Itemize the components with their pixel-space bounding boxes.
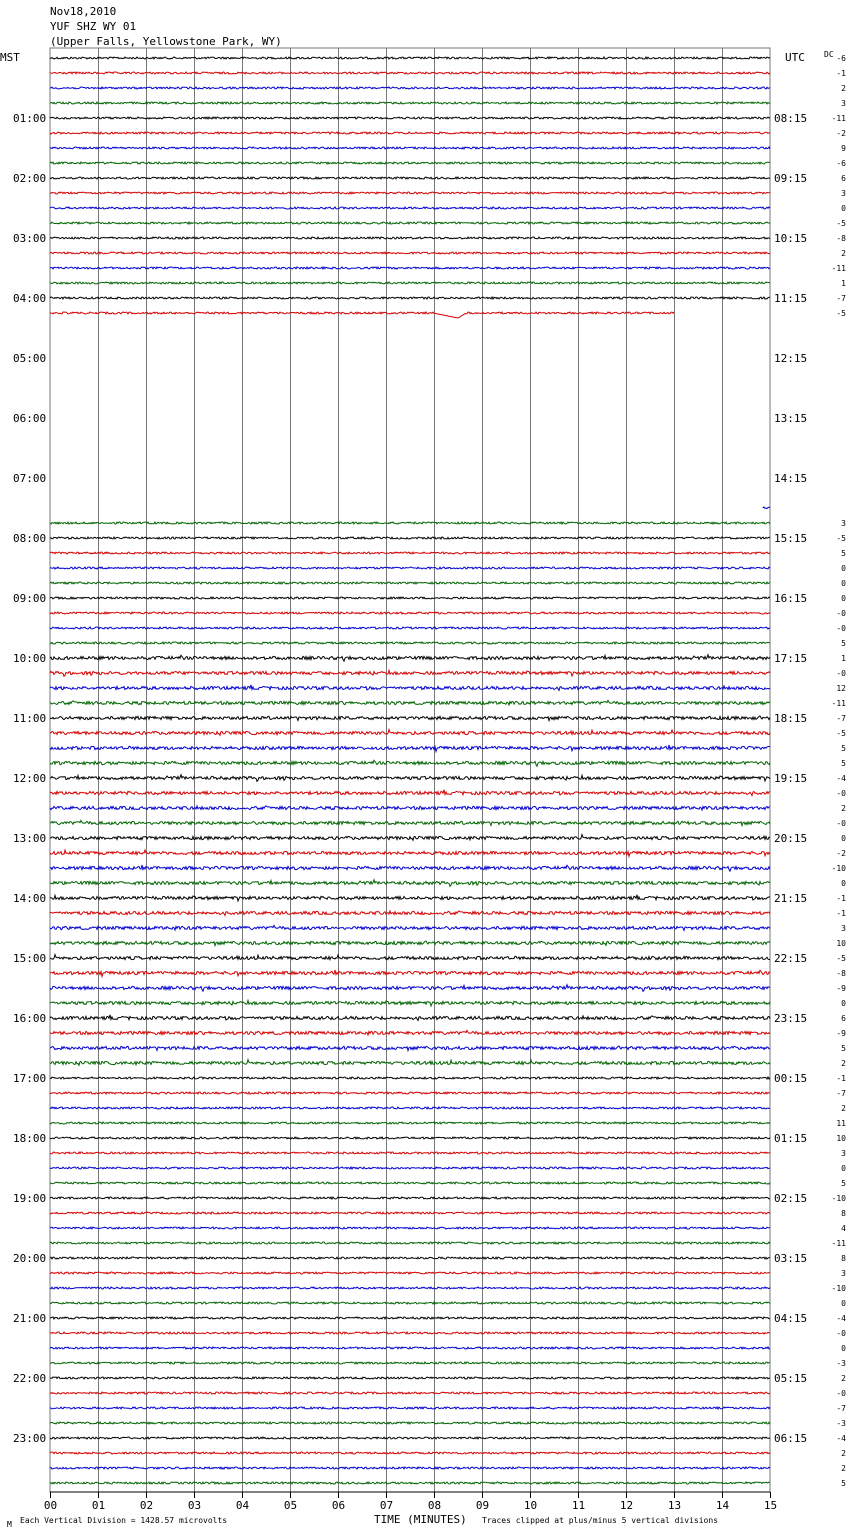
seismic-trace [50, 925, 770, 930]
seismic-trace [50, 685, 770, 691]
seismic-trace [50, 1242, 770, 1244]
seismic-trace [50, 117, 770, 119]
time-grid [50, 48, 770, 1492]
seismic-trace [50, 1257, 770, 1259]
seismic-trace [50, 895, 770, 901]
seismic-trace [50, 985, 770, 992]
seismic-trace [50, 670, 770, 676]
seismic-trace [50, 567, 770, 569]
dc-offset-value: -10 [831, 864, 846, 873]
seismic-trace [50, 1015, 770, 1021]
dc-offset-values [832, 54, 847, 1488]
mst-hour-label: 23:00 [13, 1432, 47, 1445]
seismic-trace [50, 627, 770, 629]
utc-hour-label: 21:15 [774, 892, 808, 905]
dc-offset-value: -8 [836, 969, 846, 978]
dc-offset-value: 5 [841, 759, 846, 768]
mst-hour-label: 02:00 [13, 172, 47, 185]
utc-hour-label: 12:15 [774, 352, 808, 365]
dc-offset-value: -0 [836, 1329, 846, 1338]
x-tick-label: 14 [715, 1499, 730, 1512]
dc-offset-value: -9 [836, 984, 846, 993]
seismic-trace [50, 760, 770, 766]
dc-offset-value: 5 [841, 744, 846, 753]
dc-offset-value: 10 [836, 939, 846, 948]
corner-mark: M [7, 1520, 12, 1529]
seismic-trace [50, 1107, 770, 1109]
seismic-trace [50, 655, 770, 662]
mst-hour-label: 21:00 [13, 1312, 47, 1325]
seismic-trace [50, 790, 770, 796]
mst-hour-label: 03:00 [13, 232, 47, 245]
x-tick-label: 08 [427, 1499, 442, 1512]
seismic-trace [50, 835, 770, 841]
seismic-trace [50, 1362, 770, 1364]
dc-offset-value: -1 [836, 909, 846, 918]
seismic-trace [50, 132, 770, 134]
seismic-trace [50, 552, 770, 554]
seismic-trace [50, 1092, 770, 1094]
utc-hour-label: 20:15 [774, 832, 808, 845]
dc-offset-value: 0 [841, 1344, 846, 1353]
seismic-trace [50, 162, 770, 164]
seismic-trace [50, 1060, 770, 1066]
x-tick-label: 06 [331, 1499, 346, 1512]
seismic-trace [50, 1302, 770, 1304]
x-tick-label: 00 [43, 1499, 58, 1512]
seismic-trace [50, 1482, 770, 1484]
seismic-trace [50, 1437, 770, 1439]
seismic-trace [50, 1332, 770, 1334]
dc-offset-value: 3 [841, 189, 846, 198]
utc-hour-label: 01:15 [774, 1132, 808, 1145]
seismic-trace [50, 192, 770, 194]
x-axis [44, 1492, 777, 1512]
mst-hour-label: 17:00 [13, 1072, 47, 1085]
seismic-trace [50, 1467, 770, 1469]
seismic-trace [50, 1137, 770, 1139]
dc-offset-value: 0 [841, 564, 846, 573]
location-label: (Upper Falls, Yellowstone Park, WY) [50, 35, 282, 48]
dc-offset-value: 6 [841, 1014, 846, 1023]
dc-offset-value: 1 [841, 654, 846, 663]
dc-offset-value: 2 [841, 1059, 846, 1068]
dc-offset-value: -1 [836, 1074, 846, 1083]
seismic-trace [50, 1000, 770, 1006]
x-tick-label: 04 [235, 1499, 250, 1512]
seismic-trace [50, 1347, 770, 1349]
seismic-trace [50, 700, 770, 705]
mst-hour-label: 06:00 [13, 412, 47, 425]
dc-offset-value: -0 [836, 1389, 846, 1398]
seismic-trace [50, 775, 770, 782]
utc-hour-label: 18:15 [774, 712, 808, 725]
seismic-trace [50, 865, 770, 871]
utc-hour-label: 14:15 [774, 472, 808, 485]
mst-hour-label: 10:00 [13, 652, 47, 665]
x-tick-label: 01 [91, 1499, 106, 1512]
utc-hour-label: 15:15 [774, 532, 808, 545]
date-label: Nov18,2010 [50, 5, 117, 18]
dc-offset-value: -6 [836, 54, 846, 63]
dc-offset-value: 3 [841, 1149, 846, 1158]
mst-hour-label: 12:00 [13, 772, 47, 785]
dc-offset-value: -6 [836, 159, 846, 168]
utc-hour-label: 17:15 [774, 652, 808, 665]
mst-hour-label: 08:00 [13, 532, 47, 545]
seismic-trace [50, 207, 770, 209]
dc-offset-value: -2 [836, 129, 846, 138]
utc-hour-label: 22:15 [774, 952, 808, 965]
mst-hour-label: 22:00 [13, 1372, 47, 1385]
x-tick-label: 05 [283, 1499, 298, 1512]
dc-offset-value: 8 [841, 1209, 846, 1218]
seismic-trace [50, 1392, 770, 1394]
dc-offset-value: 3 [841, 99, 846, 108]
mst-hour-label: 05:00 [13, 352, 47, 365]
utc-hour-label: 06:15 [774, 1432, 808, 1445]
seismic-trace [50, 1422, 770, 1424]
mst-hour-label: 01:00 [13, 112, 47, 125]
seismic-trace [50, 102, 770, 104]
dc-offset-value: 0 [841, 594, 846, 603]
dc-offset-value: 5 [841, 639, 846, 648]
seismic-trace [50, 1152, 770, 1154]
seismic-trace [50, 282, 770, 284]
utc-hour-label: 02:15 [774, 1192, 808, 1205]
dc-offset-value: -3 [836, 1359, 846, 1368]
dc-offset-value: 8 [841, 1254, 846, 1263]
dc-offset-value: -4 [836, 1434, 846, 1443]
mst-hour-label: 04:00 [13, 292, 47, 305]
seismic-trace [50, 970, 770, 976]
x-axis-title: TIME (MINUTES) [374, 1513, 467, 1526]
dc-offset-value: 0 [841, 1299, 846, 1308]
seismic-trace [50, 597, 770, 599]
x-tick-label: 07 [379, 1499, 394, 1512]
dc-offset-value: 0 [841, 579, 846, 588]
dc-offset-value: 4 [841, 1224, 846, 1233]
x-tick-label: 09 [475, 1499, 490, 1512]
mst-hour-label: 09:00 [13, 592, 47, 605]
seismic-trace [50, 955, 770, 960]
seismic-trace [50, 612, 770, 614]
mst-hour-label: 07:00 [13, 472, 47, 485]
seismic-trace [50, 730, 770, 736]
dc-offset-value: 3 [841, 519, 846, 528]
seismic-trace [50, 57, 770, 59]
x-tick-label: 02 [139, 1499, 154, 1512]
left-timezone-label: MST [0, 51, 20, 64]
seismic-trace [50, 177, 770, 179]
dc-offset-value: -5 [836, 534, 846, 543]
seismic-trace [50, 820, 770, 825]
dc-offset-value: -11 [831, 699, 846, 708]
dc-offset-value: 3 [841, 924, 846, 933]
seismic-trace [50, 1272, 770, 1274]
seismic-trace [50, 237, 770, 239]
x-tick-label: 03 [187, 1499, 202, 1512]
dc-offset-value: -11 [831, 114, 846, 123]
dc-offset-value: -9 [836, 1029, 846, 1038]
dc-offset-value: 0 [841, 879, 846, 888]
vertical-division-note: Each Vertical Division = 1428.57 microvolts [20, 1516, 228, 1525]
seismic-trace [50, 1227, 770, 1229]
dc-offset-value: -5 [836, 309, 846, 318]
dc-offset-value: 6 [841, 174, 846, 183]
seismic-trace [50, 147, 770, 149]
dc-label: DC [824, 50, 834, 59]
seismic-trace [50, 745, 770, 751]
seismic-trace [50, 1122, 770, 1124]
station-label: YUF SHZ WY 01 [50, 20, 137, 33]
seismic-trace [50, 941, 770, 946]
dc-offset-value: -11 [831, 1239, 846, 1248]
seismic-trace [50, 537, 770, 539]
mst-hour-label: 19:00 [13, 1192, 47, 1205]
utc-hour-label: 11:15 [774, 292, 808, 305]
dc-offset-value: -7 [836, 294, 846, 303]
seismic-trace [50, 72, 770, 74]
clip-note: Traces clipped at plus/minus 5 vertical divisions [482, 1516, 719, 1525]
dc-offset-value: 1 [841, 279, 846, 288]
dc-offset-value: 2 [841, 804, 846, 813]
utc-hour-label: 16:15 [774, 592, 808, 605]
seismic-trace [50, 222, 770, 224]
seismic-trace [50, 806, 770, 810]
trace-group [50, 57, 770, 1484]
x-tick-label: 15 [763, 1499, 778, 1512]
dc-offset-value: -0 [836, 819, 846, 828]
seismic-trace [50, 1182, 770, 1184]
seismic-trace [50, 1212, 770, 1214]
seismic-trace [50, 87, 770, 89]
dc-offset-value: -5 [836, 954, 846, 963]
utc-hour-label: 08:15 [774, 112, 808, 125]
seismic-trace [50, 1317, 770, 1319]
seismic-trace [50, 1452, 770, 1454]
seismic-trace [50, 267, 770, 269]
dc-offset-value: -7 [836, 1404, 846, 1413]
seismic-trace [50, 582, 770, 584]
mst-hour-label: 14:00 [13, 892, 47, 905]
dc-offset-value: -0 [836, 624, 846, 633]
mst-hour-label: 20:00 [13, 1252, 47, 1265]
seismic-trace [50, 1046, 770, 1051]
dc-offset-value: -8 [836, 234, 846, 243]
dc-offset-value: 3 [841, 1269, 846, 1278]
seismic-trace [50, 1407, 770, 1409]
dc-offset-value: -0 [836, 789, 846, 798]
mst-hour-label: 13:00 [13, 832, 47, 845]
dc-offset-value: -11 [831, 264, 846, 273]
dc-offset-value: -1 [836, 894, 846, 903]
dc-offset-value: 2 [841, 1449, 846, 1458]
dc-offset-value: 12 [836, 684, 846, 693]
seismic-trace [763, 507, 770, 509]
utc-hour-label: 05:15 [774, 1372, 808, 1385]
dc-offset-value: 5 [841, 1479, 846, 1488]
seismic-trace [50, 1077, 770, 1079]
seismic-trace [50, 1197, 770, 1199]
seismic-trace [50, 312, 674, 318]
dc-offset-value: 9 [841, 144, 846, 153]
mst-hour-label: 15:00 [13, 952, 47, 965]
x-tick-label: 13 [667, 1499, 682, 1512]
dc-offset-value: -2 [836, 849, 846, 858]
dc-offset-value: -0 [836, 609, 846, 618]
dc-offset-value: 2 [841, 84, 846, 93]
seismic-trace [50, 880, 770, 887]
dc-offset-value: -5 [836, 219, 846, 228]
dc-offset-value: 11 [836, 1119, 846, 1128]
seismic-trace [50, 522, 770, 524]
utc-hour-label: 19:15 [774, 772, 808, 785]
utc-hour-label: 10:15 [774, 232, 808, 245]
utc-hour-label: 09:15 [774, 172, 808, 185]
dc-offset-value: 0 [841, 999, 846, 1008]
dc-offset-value: 2 [841, 1464, 846, 1473]
dc-offset-value: 2 [841, 249, 846, 258]
utc-hour-label: 23:15 [774, 1012, 808, 1025]
dc-offset-value: -5 [836, 729, 846, 738]
seismic-trace [50, 1030, 770, 1035]
mst-hour-label: 16:00 [13, 1012, 47, 1025]
seismic-trace [50, 1287, 770, 1289]
x-tick-label: 10 [523, 1499, 538, 1512]
plot-frame [50, 48, 770, 1492]
dc-offset-value: 2 [841, 1374, 846, 1383]
seismic-trace [50, 850, 770, 856]
dc-offset-value: -10 [831, 1284, 846, 1293]
dc-offset-value: -4 [836, 1314, 846, 1323]
dc-offset-value: 2 [841, 1104, 846, 1113]
dc-offset-value: 0 [841, 1164, 846, 1173]
dc-offset-value: 5 [841, 1179, 846, 1188]
dc-offset-value: -4 [836, 774, 846, 783]
seismic-trace [50, 252, 770, 254]
dc-offset-value: -7 [836, 714, 846, 723]
dc-offset-value: 5 [841, 549, 846, 558]
dc-offset-value: -0 [836, 669, 846, 678]
seismic-trace [50, 297, 770, 299]
dc-offset-value: 0 [841, 834, 846, 843]
dc-offset-value: -1 [836, 69, 846, 78]
mst-hour-label: 11:00 [13, 712, 47, 725]
x-tick-label: 11 [571, 1499, 586, 1512]
dc-offset-value: -7 [836, 1089, 846, 1098]
utc-hour-label: 04:15 [774, 1312, 808, 1325]
x-tick-label: 12 [619, 1499, 634, 1512]
seismic-trace [50, 1377, 770, 1379]
dc-offset-value: 10 [836, 1134, 846, 1143]
mst-hour-label: 18:00 [13, 1132, 47, 1145]
dc-offset-value: -3 [836, 1419, 846, 1428]
dc-offset-value: 0 [841, 204, 846, 213]
seismic-trace [50, 716, 770, 721]
dc-offset-value: 5 [841, 1044, 846, 1053]
seismic-trace [50, 1167, 770, 1169]
utc-hour-label: 13:15 [774, 412, 808, 425]
seismic-trace [50, 642, 770, 644]
utc-hour-label: 03:15 [774, 1252, 808, 1265]
right-timezone-label: UTC [785, 51, 805, 64]
utc-hour-label: 00:15 [774, 1072, 808, 1085]
seismic-trace [50, 911, 770, 916]
dc-offset-value: -10 [831, 1194, 846, 1203]
